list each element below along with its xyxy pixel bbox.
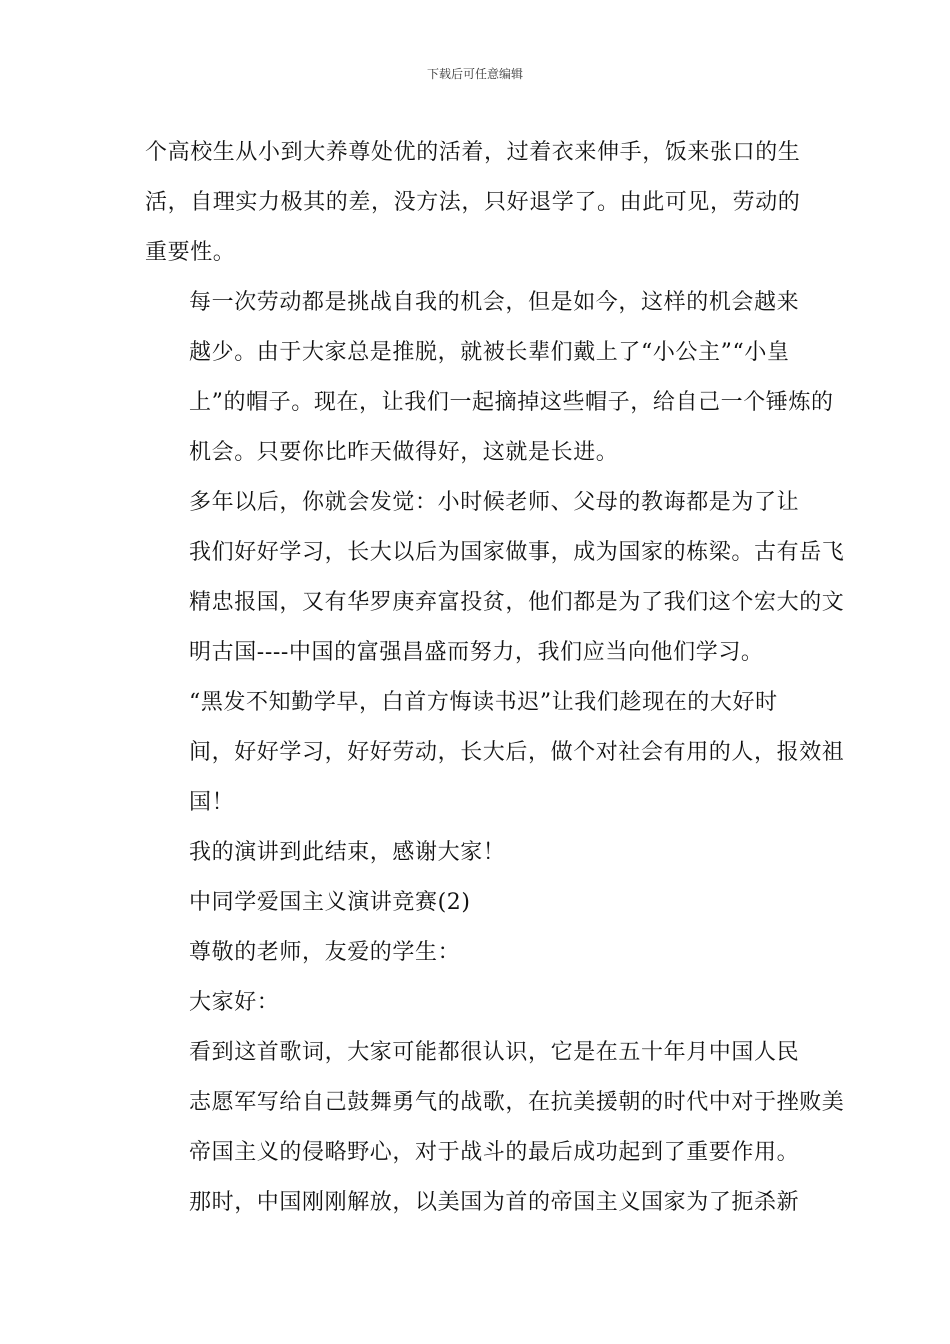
text-line: 我的演讲到此结束，感谢大家！ [189,840,506,865]
text-line: 重要性。 [145,240,236,265]
paragraph [145,928,805,978]
text-line: 我们好好学习，长大以后为国家做事，成为国家的栋梁。古有岳飞 [189,540,845,565]
paragraph [145,1028,845,1178]
paragraph [145,278,834,478]
text-line: 志愿军写给自己鼓舞勇气的战歌，在抗美援朝的时代中对于挫败美 [189,1090,845,1115]
text-line: 明古国----中国的富强昌盛而努力，我们应当向他们学习。 [189,640,764,665]
paragraph [145,978,805,1028]
text-line: 个高校生从小到大养尊处优的活着，过着衣来伸手，饭来张口的生 [145,140,801,165]
text-line: 活，自理实力极其的差，没方法，只好退学了。由此可见，劳动的 [145,190,801,215]
paragraph [145,828,805,878]
text-line: 尊敬的老师，友爱的学生： [189,940,461,965]
text-line: “黑发不知勤学早，白首方悔读书迟”让我们趁现在的大好时 [189,690,778,715]
text-line: 大家好： [189,990,280,1015]
text-line: 上”的帽子。现在，让我们一起摘掉这些帽子，给自己一个锤炼的 [189,390,834,415]
page-header: 下载后可任意编辑 [426,67,523,81]
paragraph [145,878,805,928]
text-line: 机会。只要你比昨天做得好，这就是长进。 [189,440,619,465]
text-line: 中同学爱国主义演讲竞赛(2) [189,890,471,915]
text-line: 国！ [189,790,235,815]
text-line: 每一次劳动都是挑战自我的机会，但是如今，这样的机会越来 [189,290,800,315]
text-line: 那时，中国刚刚解放，以美国为首的帝国主义国家为了扼杀新 [189,1190,800,1215]
text-line: 帝国主义的侵略野心，对于战斗的最后成功起到了重要作用。 [189,1140,800,1165]
document-body [145,128,845,1228]
paragraph [145,1178,805,1228]
text-line: 间，好好学习，好好劳动，长大后，做个对社会有用的人，报效祖 [189,740,845,765]
paragraph [145,128,805,278]
text-line: 越少。由于大家总是推脱，就被长辈们戴上了“小公主”“小皇 [189,340,790,365]
text-line: 精忠报国，又有华罗庚弃富投贫，他们都是为了我们这个宏大的文 [189,590,845,615]
paragraph [145,678,845,828]
paragraph [145,478,845,678]
text-line: 看到这首歌词，大家可能都很认识，它是在五十年月中国人民 [189,1040,800,1065]
text-line: 多年以后，你就会发觉：小时候老师、父母的教诲都是为了让 [189,490,800,515]
